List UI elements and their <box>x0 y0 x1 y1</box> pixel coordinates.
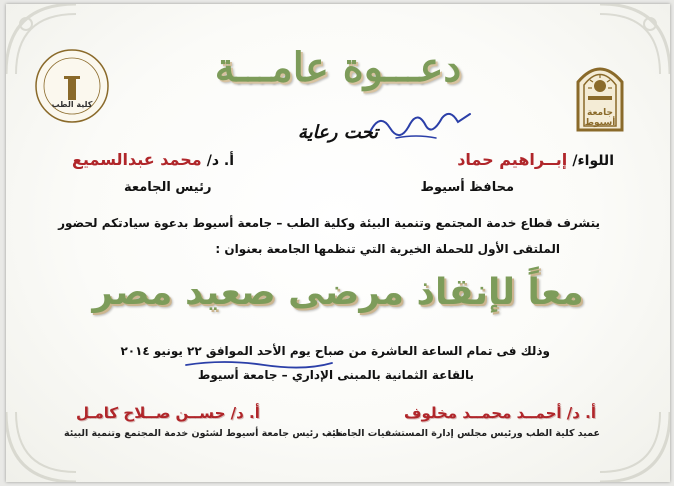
under-patronage-heading: تحت رعاية <box>297 122 379 143</box>
patron-rank: اللواء/ <box>572 153 614 169</box>
signatory-vice-president-name: أ. د/ حســن صــلاح كامـل <box>76 404 260 422</box>
patron-position: محافظ أسيوط <box>420 180 514 195</box>
patron-position: رئيس الجامعة <box>124 180 212 195</box>
signatory-dean-name: أ. د/ أحمــد محمــد مخلوف <box>404 404 596 422</box>
patron-name: محمد عبدالسميع <box>72 150 202 169</box>
invitation-body-line2: الملتقى الأول للحملة الخيرية التي تنظمها الجامعة بعنوان : <box>215 242 560 256</box>
invitation-body-line1: يتشرف قطاع خدمة المجتمع وتنمية البيئة وكلية الطب – جامعة أسيوط بدعوة سيادتكم لحضور <box>58 216 600 230</box>
patron-rank: أ. د/ <box>206 153 235 169</box>
patron-president <box>72 150 234 169</box>
patron-name: إبــراهيم حماد <box>457 150 568 169</box>
event-time-line: وذلك فى تمام الساعة العاشرة من صباح يوم الأحد الموافق ٢٢ يونيو ٢٠١٤ <box>120 344 550 358</box>
campaign-slogan: معاً لإنقاذ مرضى صعيد مصر <box>92 272 584 313</box>
corner-ornament <box>590 402 670 482</box>
signatory-vice-president-role: نائب رئيس جامعة أسيوط لشئون خدمة المجتمع وتنمية البيئة <box>64 428 343 439</box>
invitation-card <box>6 4 670 482</box>
signatory-dean-role: عميد كلية الطب ورئيس مجلس إدارة المستشفيات الجامعية <box>326 428 600 439</box>
patron-governor <box>457 150 614 169</box>
faculty-logo-label: كلية الطب <box>51 100 93 109</box>
corner-ornament <box>6 402 86 482</box>
event-location-line: بالقاعة الثمانية بالمبنى الإداري – جامعة أسيوط <box>197 368 474 382</box>
invitation-title: دعـــوة عامـــة <box>214 44 462 91</box>
university-logo-label: جامعة أسيوط <box>584 108 616 128</box>
